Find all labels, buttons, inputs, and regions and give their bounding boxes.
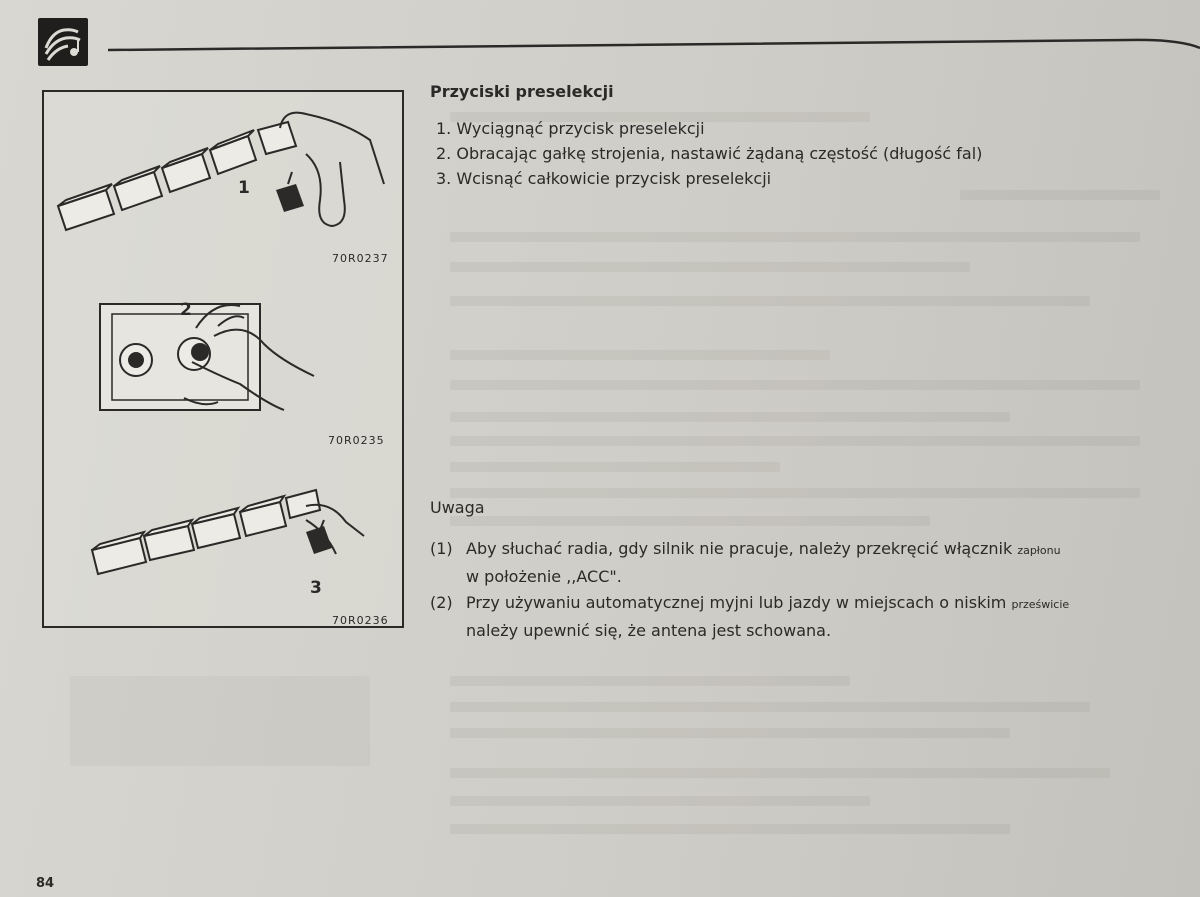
figure-callout-2: 2 — [180, 300, 192, 320]
notes-list — [430, 536, 1069, 644]
figure-turn-tuning-knob — [44, 280, 402, 440]
step-item: 2. Obracając gałkę strojenia, nastawić żądaną częstość (długość fal) — [436, 144, 983, 163]
note-number: (2) — [430, 593, 453, 612]
note-item — [430, 536, 1069, 590]
note-text-truncated: prześwicie — [1011, 598, 1070, 611]
note-text-truncated: zapłonu — [1017, 544, 1061, 557]
note-text-line2: należy upewnić się, że antena jest schowana. — [466, 621, 832, 640]
figure-code-3: 70R0236 — [332, 614, 389, 627]
figure-push-preset-button — [44, 472, 402, 612]
note-text: Aby słuchać radia, gdy silnik nie pracuje, należy przekręcić włącznik — [466, 539, 1013, 558]
note-text-line2: w położenie ,,ACC". — [466, 567, 622, 586]
figure-code-1: 70R0237 — [332, 252, 389, 265]
header-rule — [108, 36, 1200, 52]
figure-callout-3: 3 — [310, 578, 322, 598]
steps-list — [436, 116, 982, 191]
figure-callout-1: 1 — [238, 178, 250, 198]
note-text: Przy używaniu automatycznej myjni lub jazdy w miejscach o niskim — [466, 593, 1007, 612]
note-item — [430, 590, 1069, 644]
step-item: 1. Wyciągnąć przycisk preselekcji — [436, 119, 705, 138]
figure-pull-preset-button — [44, 100, 402, 260]
figure-code-2: 70R0235 — [328, 434, 385, 447]
radio-music-icon — [38, 18, 88, 66]
section-title: Przyciski preselekcji — [430, 82, 614, 101]
illustration-panel — [42, 90, 404, 628]
page-number: 84 — [36, 876, 55, 891]
note-title: Uwaga — [430, 498, 485, 517]
note-number: (1) — [430, 539, 453, 558]
step-item: 3. Wcisnąć całkowicie przycisk preselekcji — [436, 169, 772, 188]
